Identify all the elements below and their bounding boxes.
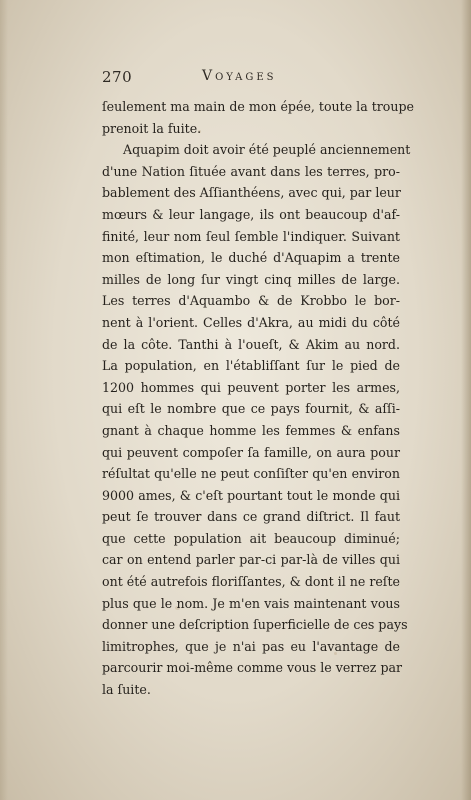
text-line: que cette population ait beaucoup diminué;	[102, 530, 400, 546]
text-line: car on entend parler par-ci par-là de villes qui	[102, 552, 400, 568]
body-text	[102, 96, 415, 701]
text-line: finité, leur nom ſeul ſemble l'indiquer. Suivant	[102, 228, 400, 244]
running-head: Voyages	[202, 68, 277, 84]
text-line: plus que le nom. Je m'en vais maintenant vous	[102, 595, 400, 611]
text-line: peut ſe trouver dans ce grand diſtrict. Il faut	[102, 509, 400, 525]
text-line: la ſuite.	[102, 682, 151, 698]
text-line: ont été autrefois floriſſantes, & dont il ne reſte	[102, 574, 400, 590]
text-line: mœurs & leur langage, ils ont beaucoup d'af-	[102, 206, 400, 222]
text-line: gnant à chaque homme les femmes & enfans	[102, 422, 400, 438]
text-line: 9000 ames, & c'eſt pourtant tout le monde qui	[102, 487, 400, 503]
text-line: ſeulement ma main de mon épée, toute la troupe	[102, 99, 415, 114]
text-line: bablement des Aſſianthéens, avec qui, par leur	[102, 185, 401, 201]
text-line: qui peuvent compoſer ſa famille, on aura pour	[102, 444, 400, 460]
text-line: milles de long ſur vingt cinq milles de large.	[102, 271, 400, 287]
text-line: Les terres d'Aquambo & de Krobbo le bor-	[102, 293, 400, 309]
text-line: qui eſt le nombre que ce pays fournit, & aſſi-	[102, 401, 400, 417]
text-line: Aquapim doit avoir été peuplé anciennement	[123, 142, 411, 158]
text-line: mon eſtimation, le duché d'Aquapim a trente	[102, 250, 400, 266]
text-line: donner une deſcription ſuperficielle de ces pays	[102, 617, 408, 633]
text-line: parcourir moi-même comme vous le verrez par	[102, 660, 403, 676]
text-line: La population, en l'établiſſant ſur le pied de	[102, 358, 400, 374]
text-line: d'une Nation ſituée avant dans les terres, pro-	[102, 163, 400, 179]
text-line: réſultat qu'elle ne peut conſiſter qu'en environ	[102, 466, 400, 482]
text-line: nent à l'orient. Celles d'Akra, au midi du côté	[102, 314, 400, 330]
page-edge-shadow	[461, 0, 471, 800]
page-gutter-shadow	[0, 0, 8, 800]
page-header	[102, 68, 402, 90]
page-number: 270	[102, 68, 133, 86]
text-line: de la côte. Tanthi à l'oueſt, & Akim au nord.	[102, 336, 400, 352]
text-line: 1200 hommes qui peuvent porter les armes,	[102, 379, 400, 395]
text-line: limitrophes, que je n'ai pas eu l'avantage de	[102, 638, 400, 654]
text-line: prenoit la fuite.	[102, 120, 202, 136]
